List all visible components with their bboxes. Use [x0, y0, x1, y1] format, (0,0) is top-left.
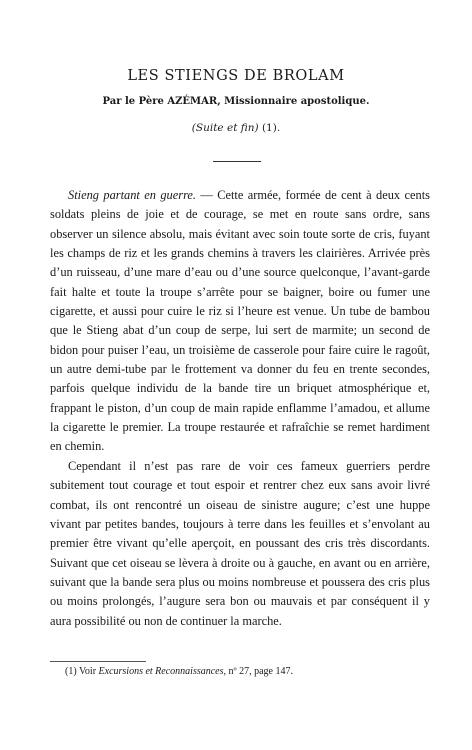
footnote [65, 666, 293, 677]
footnote-reference: (1). [258, 122, 281, 134]
paragraph-text: Cependant il n’est pas rare de voir ces fameux guerriers perdre subitement tout courage et tout espoir et rentrer chez eux sans avoir livré combat, ils ont rencontré un oiseau de sinistre augure; c’est une huppe vivant par petites bandes, toujours à terre dans les feuilles et s’envolant au premier être vivant qu’elle aperçoit, en poussant des cris très discordants. Suivant que cet oiseau se lèvera à droite ou à gauche, en avant ou en arrière, suivant que la bande sera plus ou moins nombreuse et poussera des cris plus ou moins prolongés, l’augure sera bon ou mauvais et par conséquent il y aura possibilité ou non de continuer la marche. [50, 458, 430, 628]
byline-prefix: Par le Père [102, 96, 168, 107]
byline [0, 96, 472, 107]
paragraph-text: — Cette armée, formée de cent à deux cents soldats pleins de joie et de courage, se met en route sans ordre, sans observer un silence absolu, mais évitant avec soin toute sorte de cris, fuyant les champs de riz et les grands chemins à travers les clairières. Arrivée près d’un ruisseau, d’une mare d’eau ou d’une source quelconque, l’avant-garde fait halte et toute la troupe s’arrête pour se baigner, boire ou fumer une cigarette, et aussi pour cuire le riz si l’heure est venue. Un tube de bambou que le Stieng abat d’un coup de serpe, lui sert de marmite; un second de bidon pour puiser l’eau, un troisième de casserole pour faire cuire le ragoût, un autre demi-tube par le frottement va donner du feu en trente secondes, parfois quelque individu de la bande tire un briquet atmosphérique et, frappant le piston, d’un coup de main rapide enflamme l’amadou, et allume la cigarette le premier. La troupe restaurée et rafraîchie se remet hardiment en chemin. [50, 188, 430, 454]
continuation-label: (Suite et fin) [191, 122, 259, 134]
title-separator [213, 161, 261, 162]
footnote-marker: (1) Voir [65, 666, 99, 677]
paragraph [50, 457, 430, 631]
paragraph [50, 186, 430, 457]
footnote-source: Excursions et Reconnaissances [98, 666, 224, 677]
article-body [50, 186, 430, 631]
continuation-note [0, 122, 472, 134]
footnote-details: , nº 27, page 147. [223, 666, 293, 677]
author-name: AZÉMAR [167, 96, 218, 107]
article-title: LES STIENGS DE BROLAM [127, 68, 345, 84]
paragraph-lead: Stieng partant en guerre. [68, 188, 197, 202]
footnote-separator [50, 661, 146, 662]
byline-suffix: , Missionnaire apostolique. [217, 96, 370, 107]
